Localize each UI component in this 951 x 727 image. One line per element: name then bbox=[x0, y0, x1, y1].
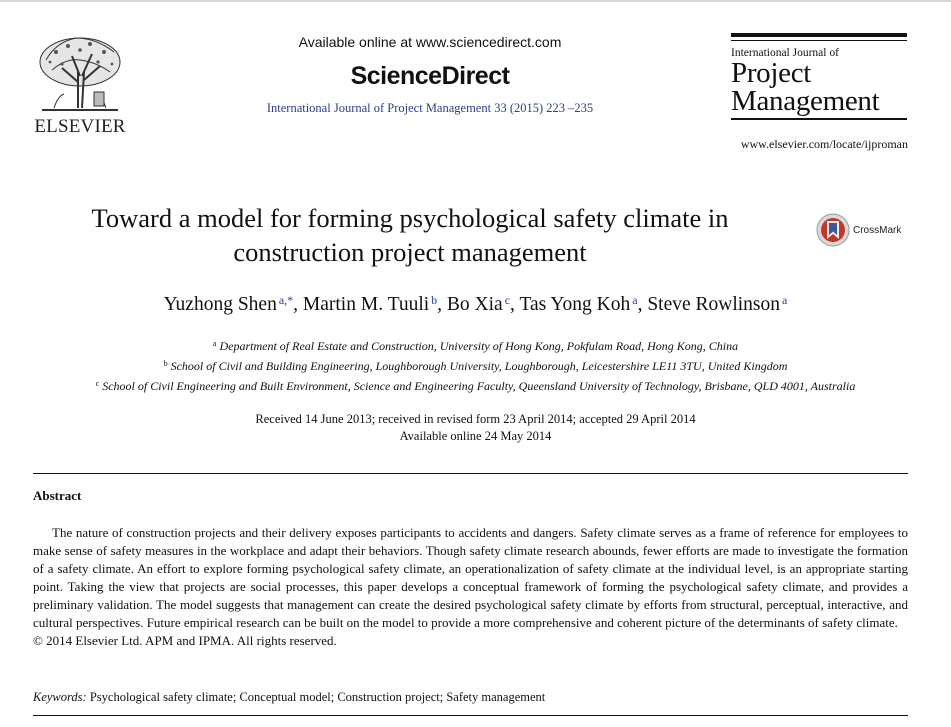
top-border bbox=[0, 0, 951, 2]
affiliation-item bbox=[0, 375, 951, 395]
author-affil-ref[interactable]: b bbox=[431, 293, 438, 307]
author-list bbox=[0, 293, 951, 316]
journal-masthead[interactable] bbox=[731, 33, 907, 120]
author-separator: , bbox=[293, 294, 299, 315]
abstract-top-rule bbox=[33, 473, 908, 474]
abstract-text: The nature of construction projects and their delivery exposes participants to accidents and dangers. Safety climate serves as a frame of reference for employees to make sense of safety measures in the workplace and adapt their behaviors. Though safety climate research abounds, fewer efforts are made to investigate the formation of a safety climate. An effort to explore forming psychological safety climate, an operationalization of safety climate at the individual level, is an appropriate starting point. Taking the view that projects are social processes, this paper develops a conceptual framework of forming the psychological safety climate, and provides a preliminary validation. The model suggests that management can create the desired psychological safety climate by efforts from structural, perceptual, interactive, and cultural perspectives. Future empirical research can be built on the model to provide a more comprehensive and coherent picture of the determinants of safety climate. bbox=[33, 525, 908, 630]
affiliation-text: School of Civil and Building Engineering, Loughborough University, Loughborough, Leicestershire LE11 3TU, United Kingdom bbox=[170, 359, 788, 373]
article-title bbox=[40, 201, 780, 269]
author-name: Martin M. Tuuli bbox=[302, 294, 430, 315]
keywords-list: Psychological safety climate; Conceptual model; Construction project; Safety management bbox=[89, 690, 546, 704]
title-line-2: construction project management bbox=[233, 237, 587, 267]
elsevier-tree-icon bbox=[32, 32, 128, 116]
abstract-body bbox=[33, 524, 908, 650]
author-separator: , bbox=[510, 294, 515, 315]
title-line-1: Toward a model for forming psychological safety climate in bbox=[91, 203, 729, 233]
author[interactable] bbox=[447, 294, 515, 315]
abstract-heading: Abstract bbox=[33, 488, 82, 503]
author-name: Yuzhong Shen bbox=[163, 294, 277, 315]
author-separator: , bbox=[637, 294, 643, 315]
affiliation-item bbox=[0, 355, 951, 375]
elsevier-logo[interactable] bbox=[32, 32, 128, 138]
masthead-rule-thin bbox=[731, 40, 907, 41]
journal-name-line1: Project bbox=[731, 57, 812, 89]
author[interactable] bbox=[647, 294, 787, 315]
copyright-notice: © 2014 Elsevier Ltd. APM and IPMA. All rights reserved. bbox=[33, 633, 337, 648]
crossmark-label: CrossMark bbox=[853, 224, 902, 236]
publisher-name: ELSEVIER bbox=[34, 116, 126, 137]
author[interactable] bbox=[164, 294, 298, 315]
affiliation-marker: b bbox=[163, 359, 168, 368]
sciencedirect-logo[interactable]: ScienceDirect bbox=[350, 62, 510, 90]
journal-citation[interactable]: International Journal of Project Management 33 (2015) 223 –235 bbox=[266, 101, 594, 115]
journal-prefix: International Journal of bbox=[731, 47, 839, 59]
affiliation-marker: a bbox=[212, 339, 217, 348]
journal-url[interactable]: www.elsevier.com/locate/ijproman bbox=[740, 137, 908, 151]
affiliation-text: Department of Real Estate and Construction, University of Hong Kong, Pokfulam Road, Hong Kong, China bbox=[219, 339, 739, 353]
masthead-rule-thick bbox=[731, 33, 907, 37]
center-header bbox=[230, 34, 630, 116]
affiliation-text: School of Civil Engineering and Built Environment, Science and Engineering Faculty, Queensland University of Technology, Brisbane, QLD 4001, Australia bbox=[102, 379, 856, 393]
author-separator: , bbox=[437, 294, 443, 315]
article-history bbox=[0, 411, 951, 445]
keywords-label: Keywords: bbox=[33, 690, 87, 704]
author-name: Bo Xia bbox=[446, 294, 503, 315]
author[interactable] bbox=[303, 294, 442, 315]
author-affil-ref[interactable]: c bbox=[504, 293, 511, 307]
keywords bbox=[33, 690, 545, 705]
available-date: Available online 24 May 2014 bbox=[399, 429, 552, 443]
crossmark-icon bbox=[816, 213, 850, 247]
masthead-rule-bottom bbox=[731, 118, 907, 120]
author-affil-ref[interactable]: a bbox=[632, 293, 638, 307]
affiliation-marker: c bbox=[95, 379, 100, 388]
author-affil-ref[interactable]: a bbox=[782, 293, 788, 307]
affiliations bbox=[0, 335, 951, 395]
affiliation-item bbox=[0, 335, 951, 355]
received-dates: Received 14 June 2013; received in revised form 23 April 2014; accepted 29 April 2014 bbox=[255, 412, 696, 426]
author-name: Tas Yong Koh bbox=[519, 294, 631, 315]
author-name: Steve Rowlinson bbox=[647, 294, 781, 315]
author-affil-ref[interactable]: a,* bbox=[278, 293, 294, 307]
journal-name-line2: Management bbox=[731, 85, 880, 117]
available-online-text[interactable]: Available online at www.sciencedirect.com bbox=[298, 34, 562, 50]
author[interactable] bbox=[519, 294, 642, 315]
abstract-bottom-rule bbox=[33, 715, 908, 716]
crossmark-badge[interactable] bbox=[816, 213, 901, 247]
